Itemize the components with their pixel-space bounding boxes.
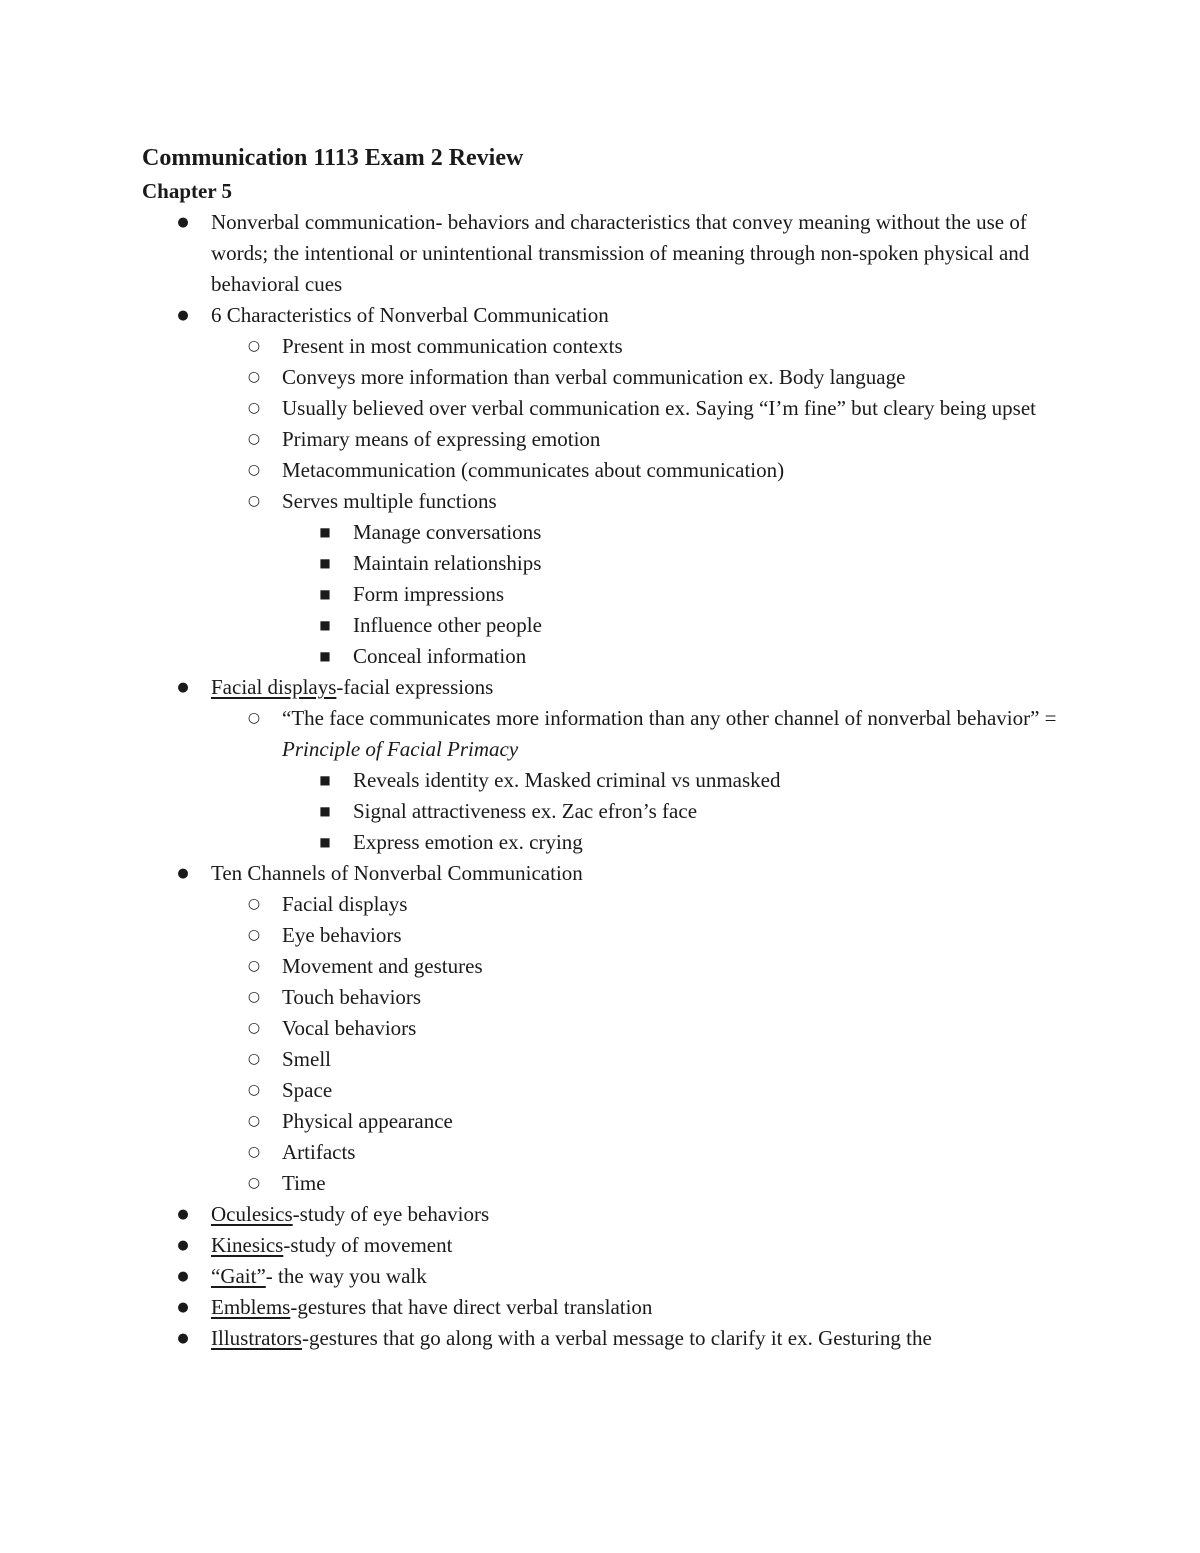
list-item: ● Emblems-gestures that have direct verbal translation <box>142 1292 1082 1323</box>
filled-circle-bullet-icon: ● <box>177 680 189 695</box>
hollow-circle-bullet-icon: ○ <box>247 710 261 726</box>
square-bullet-icon: ■ <box>319 618 331 632</box>
list-item: ■ Maintain relationships <box>142 548 1082 579</box>
hollow-circle-bullet-icon: ○ <box>247 369 261 385</box>
hollow-circle-bullet-icon: ○ <box>247 400 261 416</box>
hollow-circle-bullet-icon: ○ <box>247 1020 261 1036</box>
list-item: ○ Primary means of expressing emotion <box>142 424 1082 455</box>
list-item: ○ Metacommunication (communicates about communication) <box>142 455 1082 486</box>
square-bullet-icon: ■ <box>319 587 331 601</box>
square-bullet-icon: ■ <box>319 773 331 787</box>
list-item: ○ Artifacts <box>142 1137 1082 1168</box>
list-item: ● Oculesics-study of eye behaviors <box>142 1199 1082 1230</box>
term: Illustrators <box>211 1326 302 1350</box>
term: Emblems <box>211 1295 291 1319</box>
list-item: ● Ten Channels of Nonverbal Communication <box>142 858 1082 889</box>
square-bullet-icon: ■ <box>319 804 331 818</box>
hollow-circle-bullet-icon: ○ <box>247 1113 261 1129</box>
square-bullet-icon: ■ <box>319 556 331 570</box>
hollow-circle-bullet-icon: ○ <box>247 462 261 478</box>
hollow-circle-bullet-icon: ○ <box>247 896 261 912</box>
filled-circle-bullet-icon: ● <box>177 1269 189 1284</box>
hollow-circle-bullet-icon: ○ <box>247 1175 261 1191</box>
list-item: ● Nonverbal communication- behaviors and characteristics that convey meaning without the use of words; the intentional or unintentional transmission of meaning through non-spoken physical and behavioral cues <box>142 207 1082 300</box>
list-item: ○ Space <box>142 1075 1082 1106</box>
hollow-circle-bullet-icon: ○ <box>247 1051 261 1067</box>
page-title: Communication 1113 Exam 2 Review <box>142 145 524 171</box>
filled-circle-bullet-icon: ● <box>177 308 189 323</box>
filled-circle-bullet-icon: ● <box>177 1300 189 1315</box>
list-item: ■ Form impressions <box>142 579 1082 610</box>
list-item: ○ Physical appearance <box>142 1106 1082 1137</box>
list-item: ○ “The face communicates more information than any other channel of nonverbal behavior” = Principle of Facial Primacy <box>142 703 1082 765</box>
list-item: ○ Serves multiple functions <box>142 486 1082 517</box>
list-item: ○ Touch behaviors <box>142 982 1082 1013</box>
list-item: ○ Movement and gestures <box>142 951 1082 982</box>
hollow-circle-bullet-icon: ○ <box>247 431 261 447</box>
list-item: ■ Reveals identity ex. Masked criminal vs unmasked <box>142 765 1082 796</box>
filled-circle-bullet-icon: ● <box>177 866 189 881</box>
hollow-circle-bullet-icon: ○ <box>247 927 261 943</box>
list-item: ○ Eye behaviors <box>142 920 1082 951</box>
list-item: ● Illustrators-gestures that go along with a verbal message to clarify it ex. Gesturing the <box>142 1323 1082 1354</box>
hollow-circle-bullet-icon: ○ <box>247 1144 261 1160</box>
list-item: ○ Facial displays <box>142 889 1082 920</box>
square-bullet-icon: ■ <box>319 649 331 663</box>
square-bullet-icon: ■ <box>319 525 331 539</box>
list-item: ○ Usually believed over verbal communication ex. Saying “I’m fine” but cleary being upset <box>142 393 1082 424</box>
filled-circle-bullet-icon: ● <box>177 1207 189 1222</box>
hollow-circle-bullet-icon: ○ <box>247 338 261 354</box>
list-item: ■ Manage conversations <box>142 517 1082 548</box>
document-content <box>142 141 1082 1354</box>
notes-list <box>142 207 1082 1354</box>
list-item: ■ Influence other people <box>142 610 1082 641</box>
list-item: ● 6 Characteristics of Nonverbal Communication <box>142 300 1082 331</box>
filled-circle-bullet-icon: ● <box>177 215 189 230</box>
list-item: ● Facial displays-facial expressions <box>142 672 1082 703</box>
list-item: ■ Express emotion ex. crying <box>142 827 1082 858</box>
principle-name: Principle of Facial Primacy <box>282 737 519 761</box>
list-item: ● Kinesics-study of movement <box>142 1230 1082 1261</box>
list-item: ■ Signal attractiveness ex. Zac efron’s face <box>142 796 1082 827</box>
hollow-circle-bullet-icon: ○ <box>247 493 261 509</box>
list-item: ■ Conceal information <box>142 641 1082 672</box>
square-bullet-icon: ■ <box>319 835 331 849</box>
term: “Gait” <box>211 1264 266 1288</box>
chapter-heading: Chapter 5 <box>142 179 233 203</box>
list-item: ○ Conveys more information than verbal communication ex. Body language <box>142 362 1082 393</box>
hollow-circle-bullet-icon: ○ <box>247 958 261 974</box>
list-item: ○ Present in most communication contexts <box>142 331 1082 362</box>
filled-circle-bullet-icon: ● <box>177 1238 189 1253</box>
list-item: ○ Smell <box>142 1044 1082 1075</box>
hollow-circle-bullet-icon: ○ <box>247 1082 261 1098</box>
list-item: ● “Gait”- the way you walk <box>142 1261 1082 1292</box>
list-item: ○ Vocal behaviors <box>142 1013 1082 1044</box>
hollow-circle-bullet-icon: ○ <box>247 989 261 1005</box>
filled-circle-bullet-icon: ● <box>177 1331 189 1346</box>
term: Facial displays <box>211 675 337 699</box>
term: Oculesics <box>211 1202 293 1226</box>
list-item: ○ Time <box>142 1168 1082 1199</box>
term: Kinesics <box>211 1233 284 1257</box>
